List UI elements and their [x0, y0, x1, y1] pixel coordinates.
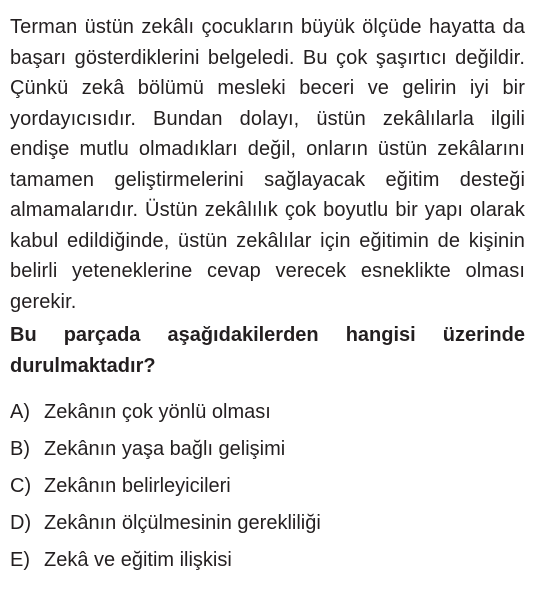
- option-a-text: Zekânın çok yönlü olması: [44, 401, 271, 423]
- option-b-text: Zekânın yaşa bağlı gelişimi: [44, 438, 286, 460]
- question-stem: [10, 320, 525, 381]
- option-a[interactable]: [10, 394, 525, 431]
- option-c-text: Zekânın belirleyicileri: [44, 475, 231, 497]
- passage-text: Terman üstün zekâlı çocukların büyük ölçüde hayatta da başarı gösterdiklerini belgeledi. Bu çok şaşırtıcı değildir. Çünkü zekâ bölümü mesleki beceri ve gelirin iyi bir yordayıcısıdır. Bundan dolayı, üstün zekâlılarla ilgili endişe mutlu olmadıkları değil, onların üstün zekâlarını tamamen geliştirmelerini sağlayacak eğitim desteği almamalarıdır. Üstün zekâlılık çok boyutlu bir yapı olarak kabul edildiğinde, üstün zekâlılar için eğitimin de kişinin belirli yeteneklerine cevap verecek esneklikte olması gerekir.: [10, 16, 525, 313]
- option-c[interactable]: [10, 468, 525, 505]
- option-d-letter: D): [10, 512, 32, 534]
- question-block: [10, 12, 525, 579]
- question-stem-line-1: Bu parçada aşağıdakilerden hangisi üzerinde: [10, 324, 525, 346]
- option-a-letter: A): [10, 401, 30, 423]
- option-e-text: Zekâ ve eğitim ilişkisi: [44, 549, 232, 571]
- option-e[interactable]: [10, 542, 525, 579]
- option-b[interactable]: [10, 431, 525, 468]
- option-d-text: Zekânın ölçülmesinin gerekliliği: [44, 512, 321, 534]
- answer-options: [10, 394, 525, 579]
- question-stem-line-2: durulmaktadır?: [10, 354, 156, 377]
- option-c-letter: C): [10, 475, 32, 497]
- option-d[interactable]: [10, 505, 525, 542]
- option-b-letter: B): [10, 438, 30, 460]
- option-e-letter: E): [10, 549, 30, 571]
